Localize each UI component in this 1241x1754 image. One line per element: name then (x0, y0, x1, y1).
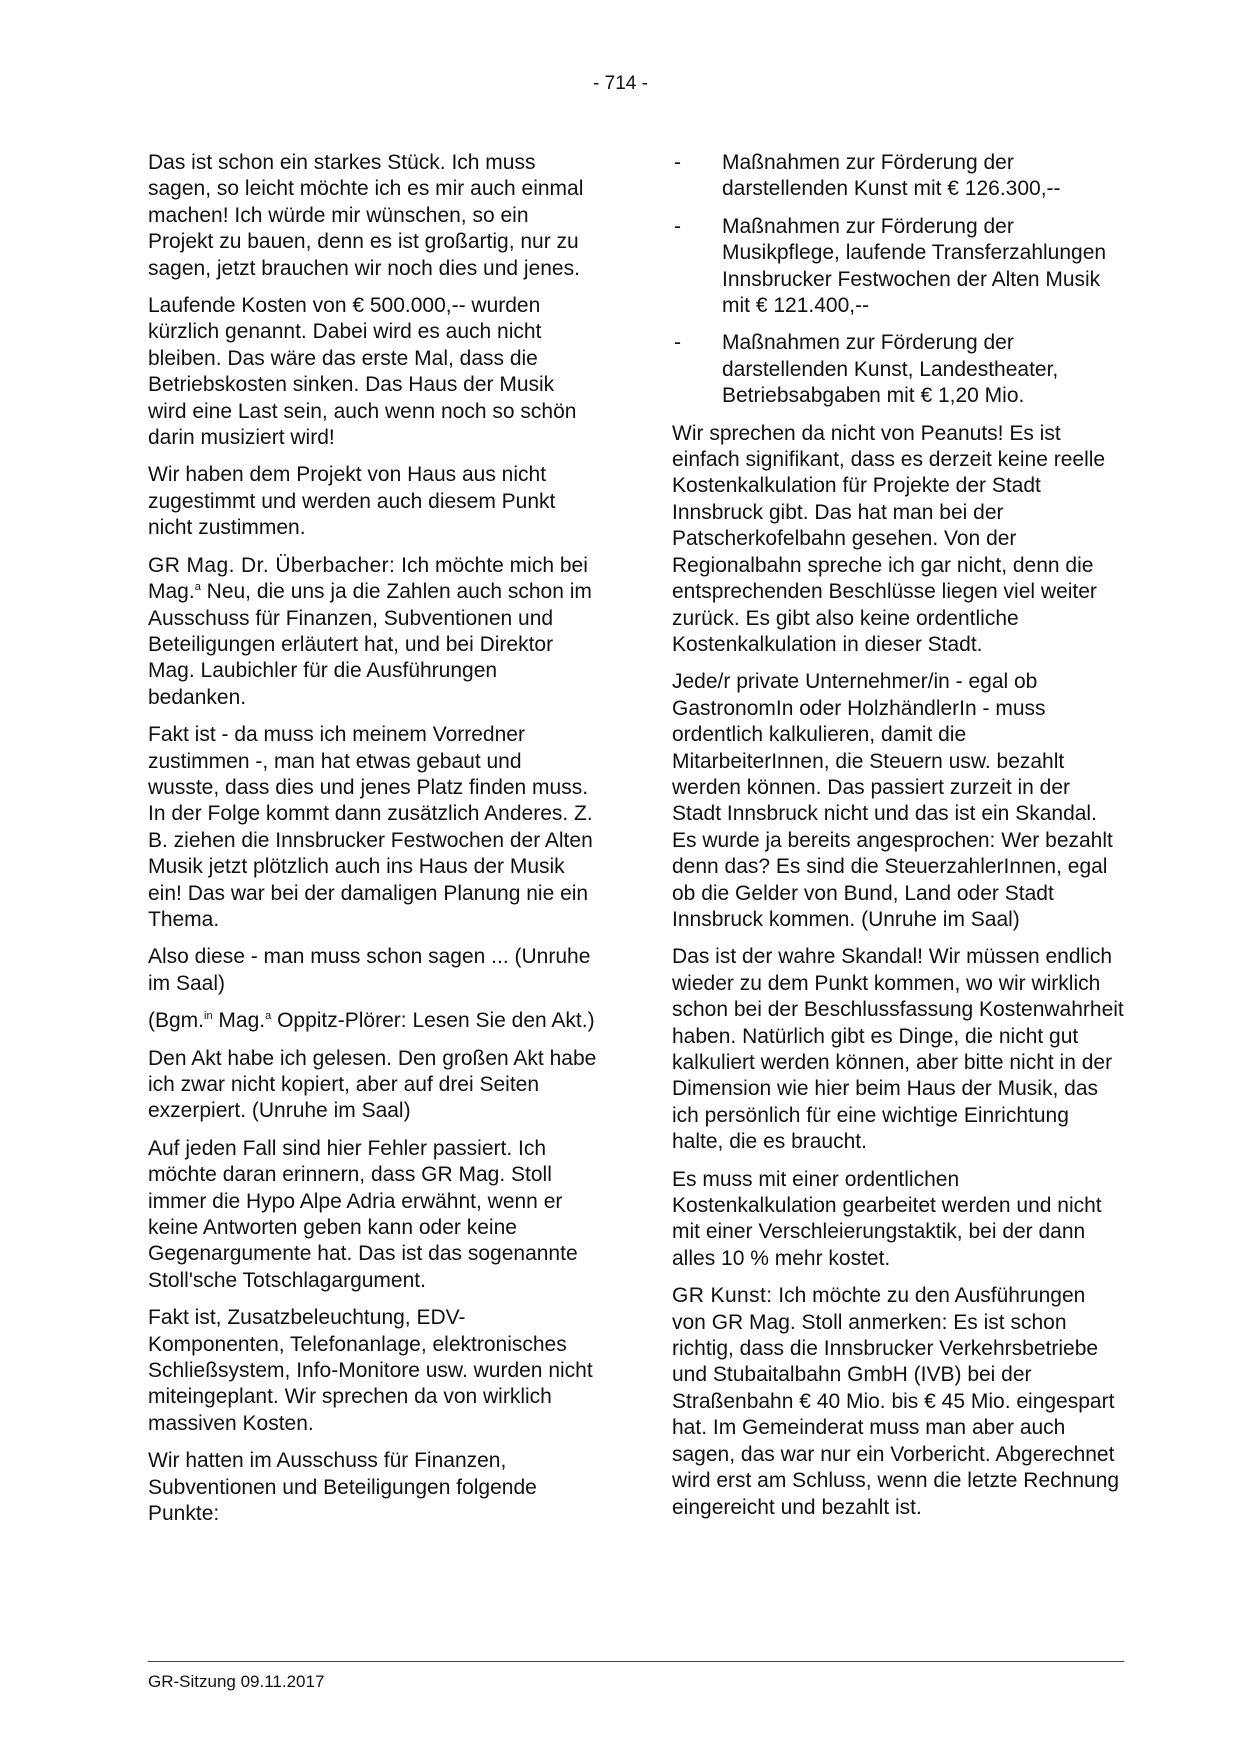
page-number: - 714 - (593, 73, 648, 94)
speaker-paragraph (148, 553, 598, 711)
paragraph: Das ist schon ein starkes Stück. Ich muss sagen, so leicht möchte ich es mir auch einmal machen! Ich würde mir wünschen, so ein Projekt zu bauen, denn es ist großartig, nur zu sagen, jetzt brauchen wir noch dies und jenes. (148, 151, 584, 280)
speaker-name: GR Kunst: (672, 1284, 773, 1308)
paragraph: Den Akt habe ich gelesen. Den großen Akt habe ich zwar nicht kopiert, aber auf drei Seiten exzerpiert. (Unruhe im Saal) (148, 1046, 597, 1123)
paragraph-text: Neu, die uns ja die Zahlen auch schon im Ausschuss für Finanzen, Subventionen und Beteiligungen erläutert hat, und bei Direktor Mag. Laubichler für die Ausführungen bedanken. (148, 580, 592, 709)
speaker-paragraph (672, 1283, 1124, 1521)
paragraph-text: Ich möchte zu den Ausführungen von GR Mag. Stoll anmerken: Es ist schon richtig, dass die Innsbrucker Verkehrsbetriebe und Stubaitalbahn GmbH (IVB) bei der Straßenbahn € 40 Mio. bis € 45 Mio. eingespart hat. Im Gemeinderat muss man aber auch sagen, das war nur ein Vorbericht. Abgerechnet wird erst am Schluss, wenn die letzte Rechnung eingereicht und bezahlt ist. (672, 1284, 1120, 1519)
left-column (148, 150, 598, 1539)
paragraph-text: Ich möchte mich bei Mag. (148, 553, 588, 604)
paragraph: Wir haben dem Projekt von Haus aus nicht zugestimmt und werden auch diesem Punkt nicht zustimmen. (148, 463, 556, 540)
footer-text: GR-Sitzung 09.11.2017 (148, 1672, 325, 1691)
paragraph: Auf jeden Fall sind hier Fehler passiert. Ich möchte daran erinnern, dass GR Mag. Stoll immer die Hypo Alpe Adria erwähnt, wenn er keine Antworten geben kann oder keine Gegenargumente hat. Das ist das sogenannte Stoll'sche Totschlagargument. (148, 1136, 578, 1292)
paragraph: Es muss mit einer ordentlichen Kostenkalkulation gearbeitet werden und nicht mit einer Verschleierungstaktik, bei der dann alles 10 % mehr kostet. (672, 1167, 1102, 1270)
bullet-dash: - (674, 331, 681, 355)
superscript: a (194, 581, 201, 594)
footer-divider (148, 1661, 1124, 1662)
paragraph: Fakt ist - da muss ich meinem Vorredner zustimmen -, man hat etwas gebaut und wusste, dass dies und jenes Platz finden muss. In der Folge kommt dann zusätzlich Anderes. Z. B. ziehen die Innsbrucker Festwochen der Alten Musik jetzt plötzlich auch ins Haus der Musik ein! Das war bei der damaligen Planung nie ein Thema. (148, 723, 593, 931)
paragraph-text: Oppitz-Plörer: Lesen Sie den Akt.) (271, 1009, 595, 1033)
paragraph: Das ist der wahre Skandal! Wir müssen endlich wieder zu dem Punkt kommen, wo wir wirklich schon bei der Beschlussfassung Kostenwahrheit haben. Natürlich gibt es Dinge, die nicht gut kalkuliert werden können, aber bitte nicht in der Dimension wie hier beim Haus der Musik, das ich persönlich für eine wichtige Einrichtung halte, die es braucht. (672, 945, 1124, 1154)
superscript: a (265, 1010, 272, 1023)
bullet-text: Maßnahmen zur Förderung der darstellenden Kunst mit € 126.300,-- (722, 151, 1061, 201)
paragraph: Jede/r private Unternehmer/in - egal ob GastronomIn oder HolzhändlerIn - muss ordentlich kalkulieren, damit die MitarbeiterInnen, die Steuern usw. bezahlt werden können. Das passiert zurzeit in der Stadt Innsbruck nicht und das ist ein Skandal. Es wurde ja bereits angesprochen: Wer bezahlt denn das? Es sind die SteuerzahlerInnen, egal ob die Gelder von Bund, Land oder Stadt Innsbruck kommen. (Unruhe im Saal) (672, 670, 1113, 931)
bullet-dash: - (674, 151, 681, 174)
bullet-text: Maßnahmen zur Förderung der Musikpflege, laufende Transferzahlungen Innsbrucker Festwochen der Alten Musik mit € 121.400,-- (722, 214, 1107, 318)
bullet-item (672, 330, 1124, 409)
paragraph: Laufende Kosten von € 500.000,-- wurden kürzlich genannt. Dabei wird es auch nicht bleiben. Das wäre das erste Mal, dass die Betriebskosten sinken. Das Haus der Musik wird eine Last sein, auch wenn noch so schön darin musiziert wird! (148, 294, 577, 450)
bullet-item (672, 214, 1124, 320)
paragraph: Wir sprechen da nicht von Peanuts! Es ist einfach signifikant, dass es derzeit keine reelle Kostenkalkulation für Projekte der Stadt Innsbruck gibt. Das hat man bei der Patscherkofelbahn gesehen. Von der Regionalbahn spreche ich gar nicht, denn die entsprechenden Beschlüsse liegen viel weiter zurück. Es gibt also keine ordentliche Kostenkalkulation in dieser Stadt. (672, 421, 1106, 656)
speaker-name: GR Mag. Dr. Überbacher: (148, 553, 396, 577)
paragraph: Also diese - man muss schon sagen ... (Unruhe im Saal) (148, 945, 591, 995)
bullet-dash: - (674, 214, 681, 238)
paragraph-text: Mag. (212, 1009, 266, 1033)
bullet-item (672, 150, 1124, 203)
bullet-text: Maßnahmen zur Förderung der darstellenden Kunst, Landestheater, Betriebsabgaben mit € 1,20 Mio. (722, 331, 1059, 408)
right-column (672, 150, 1124, 1532)
interjection-paragraph (148, 1008, 598, 1034)
paragraph-text: (Bgm. (148, 1009, 205, 1033)
paragraph: Fakt ist, Zusatzbeleuchtung, EDV-Komponenten, Telefonanlage, elektronisches Schließsystem, Info-Monitore usw. wurden nicht miteingeplant. Wir sprechen da von wirklich massiven Kosten. (148, 1306, 593, 1435)
superscript: in (204, 1010, 213, 1023)
paragraph: Wir hatten im Ausschuss für Finanzen, Subventionen und Beteiligungen folgende Punkte: (148, 1449, 537, 1526)
